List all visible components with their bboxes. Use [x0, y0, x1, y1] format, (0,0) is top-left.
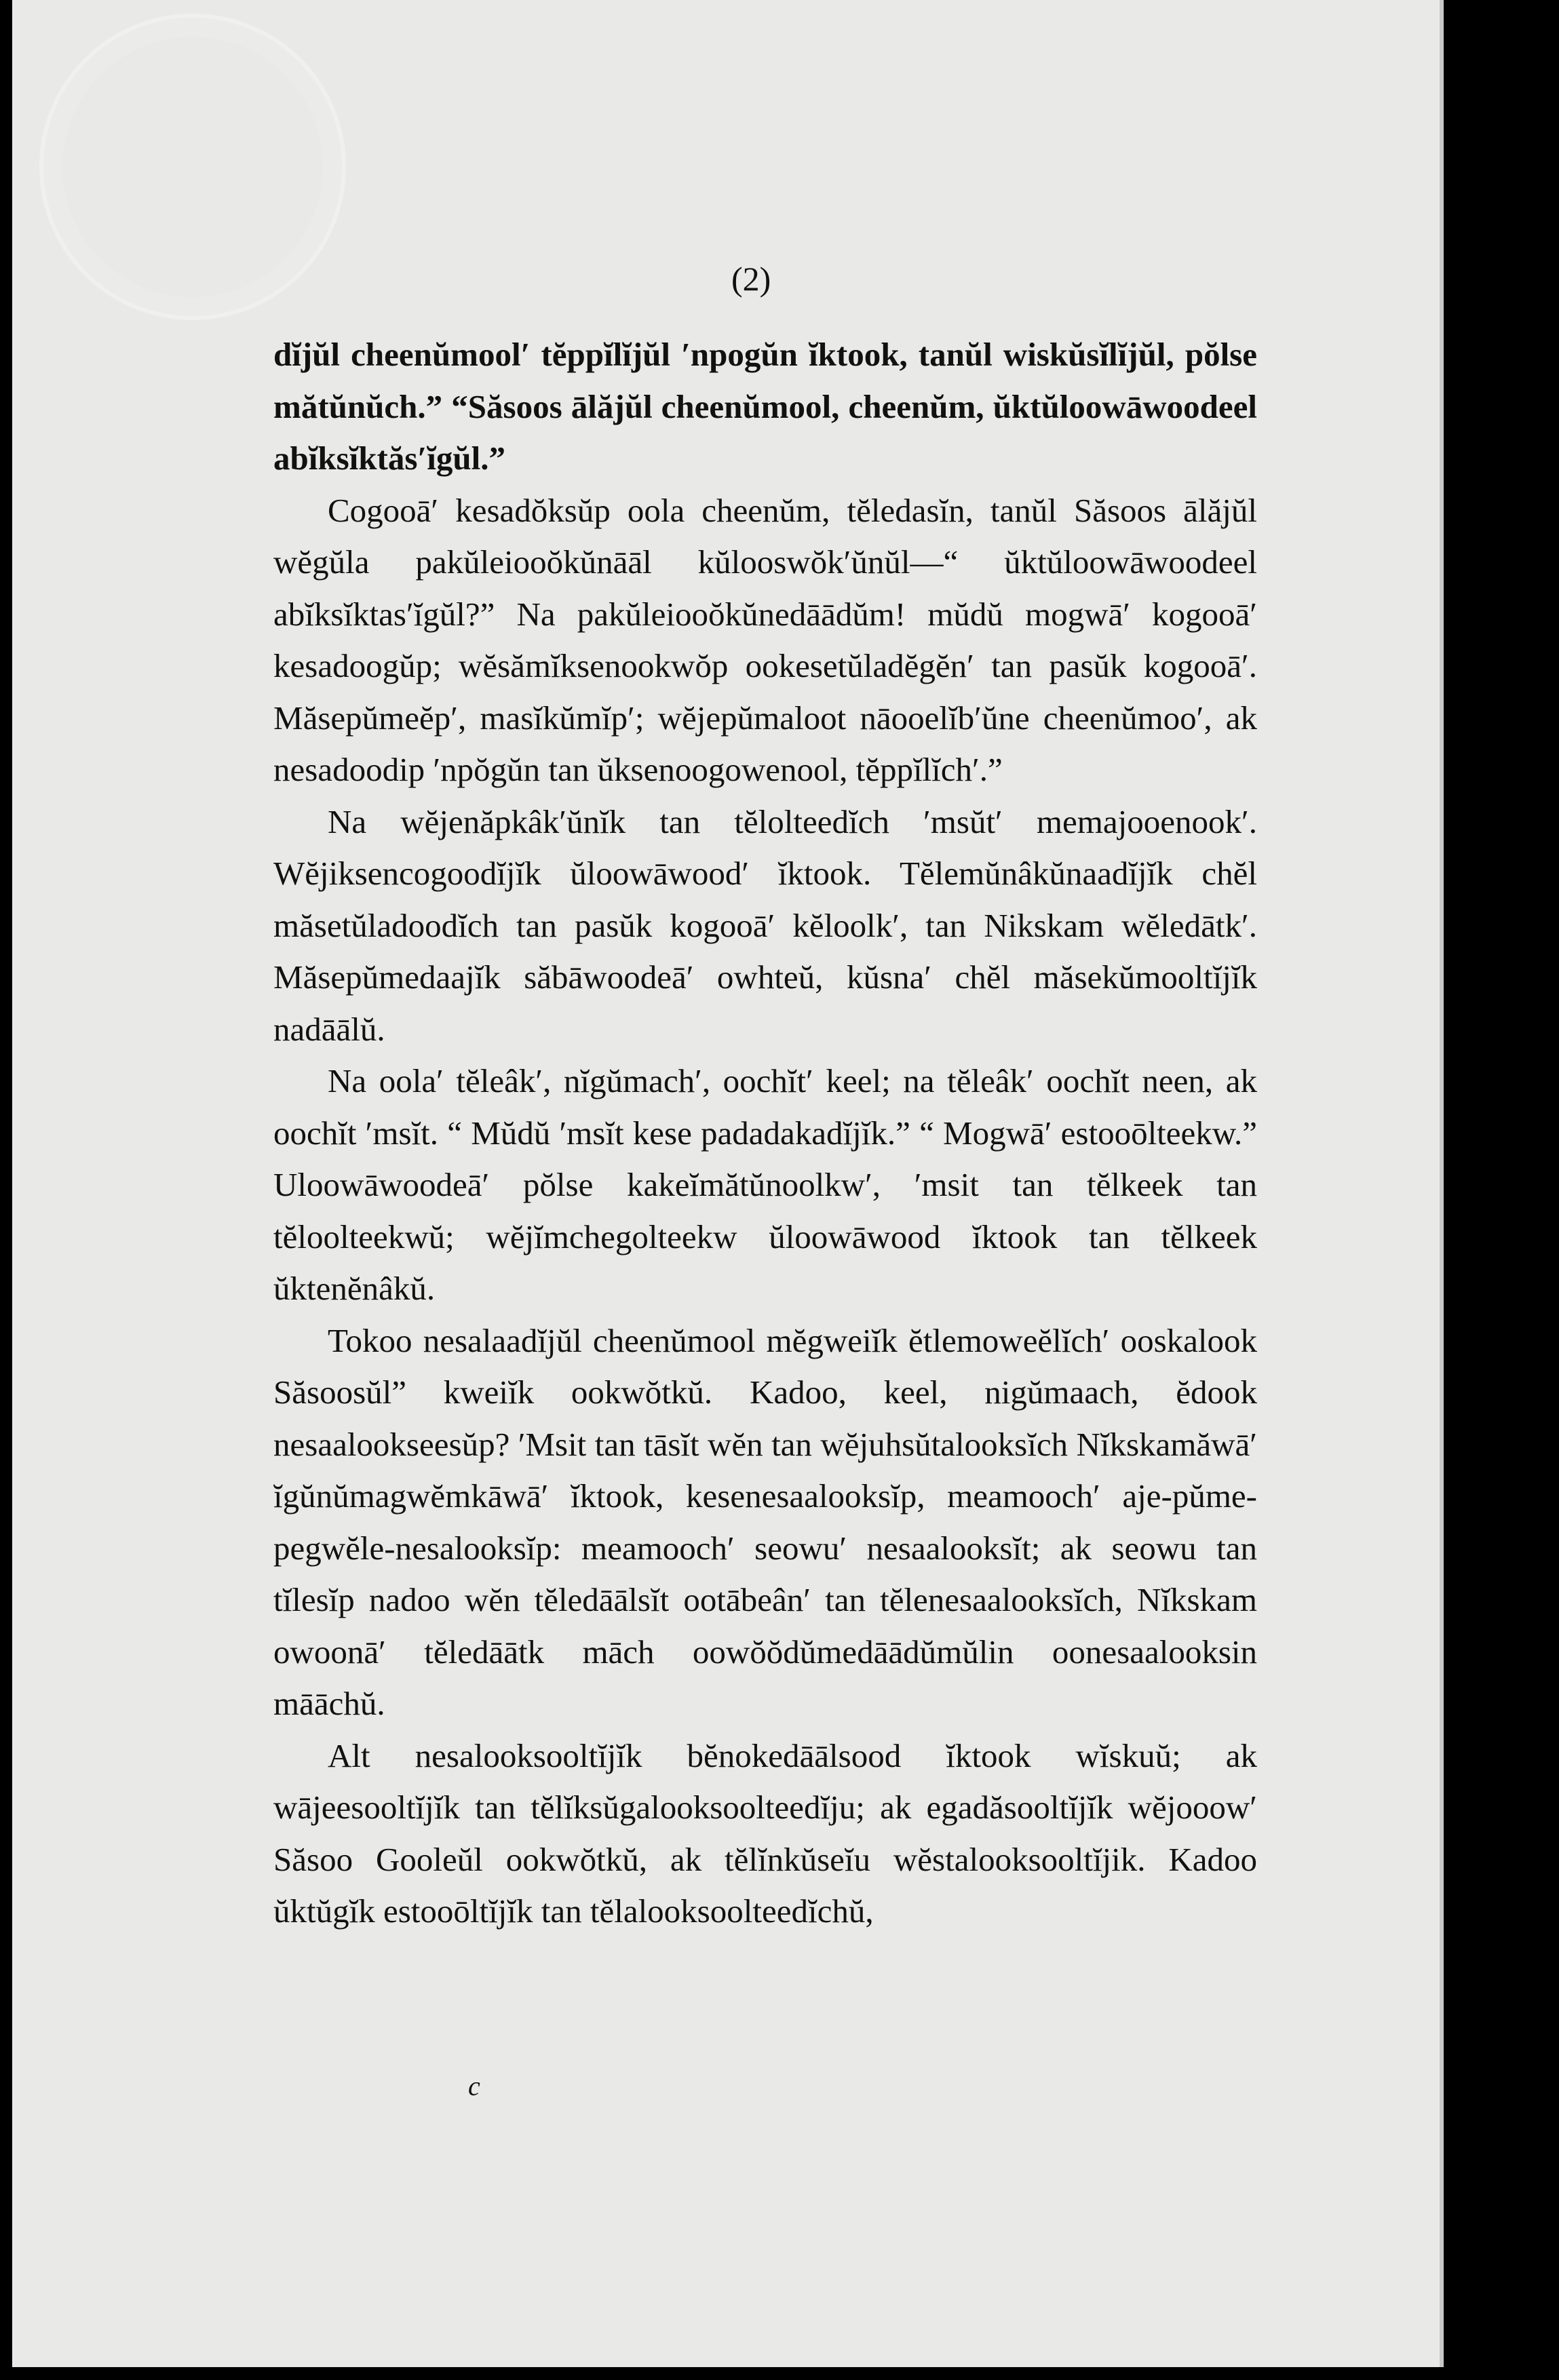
- page-edge: [1440, 0, 1444, 2367]
- body-text: [273, 329, 1257, 1938]
- footer-mark: c: [468, 2071, 480, 2101]
- paragraph-4: Na oola′ tĕleâk′, nĭgŭmach′, oochĭt′ keel; na tĕleâk′ oochĭt neen, ak oochĭt ′msĭt. “ Mŭdŭ ′msĭt kese padadakadĭjĭk.” “ Mogwā′ estooōlteekw.” Uloowāwoodeā′ pŏlse kakeĭmătŭnoolkw′, ′msit tan tĕlkeek tan tĕloolteekwŭ; wĕjĭmchegolteekw ŭloowāwood ĭktook tan tĕlkeek ŭktenĕnâkŭ.: [273, 1062, 1257, 1307]
- paragraph-1: dĭjŭl cheenŭmool′ tĕppĭlĭjŭl ′npogŭn ĭktook, tanŭl wiskŭsĭlĭjŭl, pŏlse mătŭnŭch.” “Săsoos ālăjŭl cheenŭmool, cheenŭm, ŭktŭloowāwoodeel abĭksĭktăs′ĭgŭl.”: [273, 336, 1257, 477]
- paragraph-5: Tokoo nesalaadĭjŭl cheenŭmool mĕgweiĭk ĕtlemoweĕlĭch′ ooskalook Săsoosŭl” kweiĭk ookwŏtkŭ. Kadoo, keel, nigŭmaach, ĕdook nesaalookseesŭp? ′Msit tan tāsĭt wĕn tan wĕjuhsŭtalooksĭch Nĭkskamăwā′ ĭgŭnŭmagwĕmkāwā′ ĭktook, kesenesaalooksĭp, meamooch′ aje-pŭme-pegwĕle-nesalooksĭp: meamooch′ seowu′ nesaalooksĭt; ak seowu tan tĭlesĭp nadoo wĕn tĕledāālsĭt ootābeân′ tan tĕlenesaalooksĭch, Nĭkskam owoonā′ tĕledāātk māch oowŏŏdŭmedāādŭmŭlin oonesaalooksin māāchŭ.: [273, 1321, 1257, 1722]
- embossed-seal: [39, 14, 346, 320]
- document-page: [12, 0, 1444, 2367]
- paragraph-2: Cogooā′ kesadŏksŭp oola cheenŭm, tĕledasĭn, tanŭl Săsoos ālăjŭl wĕgŭla pakŭleiooŏkŭnāāl kŭlooswŏk′ŭnŭl—“ ŭktŭloowāwoodeel abĭksĭktas′ĭgŭl?” Na pakŭleiooŏkŭnedāādŭm! mŭdŭ mogwā′ kogooā′ kesadoogŭp; wĕsămĭksenookwŏp ookesetŭladĕgĕn′ tan pasŭk kogooā′. Măsepŭmeĕp′, masĭkŭmĭp′; wĕjepŭmaloot nāooelĭb′ŭne cheenŭmoo′, ak nesadoodip ′npŏgŭn tan ŭksenoogowenool, tĕppĭlĭch′.”: [273, 491, 1257, 788]
- paragraph-6: Alt nesalooksooltĭjĭk bĕnokedāālsood ĭktook wĭskuŭ; ak wājeesooltĭjĭk tan tĕlĭksŭgalooksoolteedĭju; ak egadăsooltĭjĭk wĕjooow′ Săsoo Gooleŭl ookwŏtkŭ, ak tĕlĭnkŭseĭu wĕstalooksooltĭjik. Kadoo ŭktŭgĭk estooōltĭjĭk tan tĕlalooksoolteedĭchŭ,: [273, 1736, 1257, 1930]
- paragraph-3: Na wĕjenăpkâk′ŭnĭk tan tĕlolteedĭch ′msŭt′ memajooenook′. Wĕjiksencogoodĭjĭk ŭloowāwood′ ĭktook. Tĕlemŭnâkŭnaadĭjĭk chĕl măsetŭladoodĭch tan pasŭk kogooā′ kĕloolk′, tan Nikskam wĕledātk′. Măsepŭmedaajĭk săbāwoodeā′ owhteŭ, kŭsna′ chĕl măsekŭmooltĭjĭk nadāālŭ.: [273, 802, 1257, 1048]
- page-number: (2): [731, 260, 771, 298]
